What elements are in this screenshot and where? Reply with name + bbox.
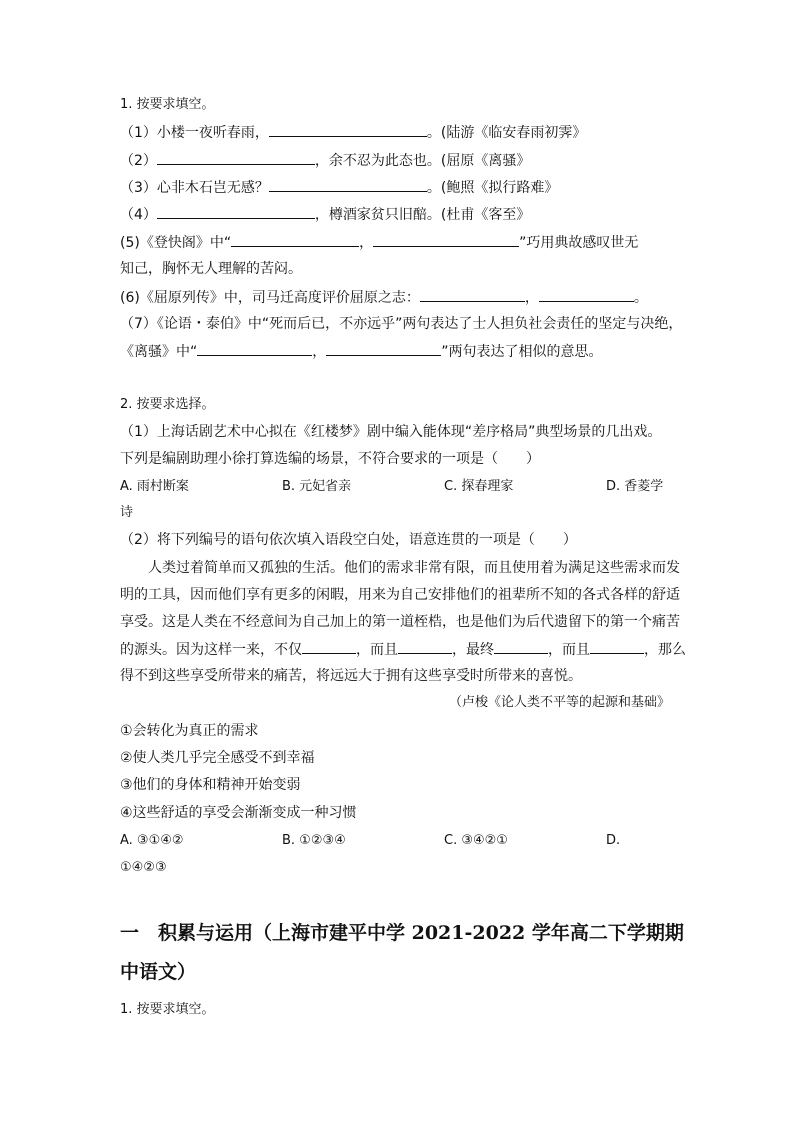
- passage-source: （卢梭《论人类不平等的起源和基础》: [448, 695, 670, 710]
- passage-line-4: [120, 639, 686, 660]
- q1-item-2-suffix: ，余不忍为此态也。(屈原《离骚》: [314, 153, 531, 169]
- q2-option-a[interactable]: A. 雨村断案: [120, 479, 189, 494]
- passage-blank-3[interactable]: [494, 639, 548, 654]
- q2-part1-line1: （1）上海话剧艺术中心拟在《红楼梦》剧中编入能体现“差序格局”典型场景的几出戏。: [120, 424, 662, 440]
- q1-item-4-prefix: （4）: [120, 207, 157, 223]
- q1-item-5-cont: 知己，胸怀无人理解的苦闷。: [120, 261, 302, 277]
- q1-item-6-suffix: 。: [633, 290, 648, 306]
- passage-line-3: 享受。这是人类在不经意间为自己加上的第一道桎梏，也是他们为后代遗留下的第一个痛苦: [120, 614, 680, 630]
- section-heading-line-1: 一 积累与运用（上海市建平中学 2021-2022 学年高二下学期期: [120, 922, 684, 944]
- passage-line-4-c: ，最终: [452, 642, 494, 658]
- q1-blank-5b[interactable]: [373, 232, 519, 247]
- q1-blank-6a[interactable]: [420, 287, 525, 302]
- q1-title: 1. 按要求填空。: [120, 97, 215, 112]
- q1-item-3: [120, 177, 680, 198]
- q1-blank-7b[interactable]: [326, 341, 441, 356]
- q2-part2: （2）将下列编号的语句依次填入语段空白处，语意连贯的一项是（ ）: [120, 532, 577, 548]
- q2-option-b[interactable]: B. 元妃省亲: [282, 479, 352, 494]
- passage-line-4-d: ，而且: [548, 642, 590, 658]
- q2-part1-line2: 下列是编剧助理小徐打算选编的场景，不符合要求的一项是（ ）: [120, 451, 540, 467]
- q1-blank-3[interactable]: [269, 177, 427, 192]
- q1-item-1-prefix: （1）小楼一夜听春雨，: [120, 125, 269, 141]
- q1-item-6-prefix: (6)《屈原列传》中，司马迁高度评价屈原之志：: [120, 290, 420, 306]
- passage-blank-4[interactable]: [590, 639, 644, 654]
- q1-item-3-prefix: （3）心非木石岂无感？: [120, 180, 269, 196]
- q2-title: 2. 按要求选择。: [120, 397, 215, 412]
- q2-choice-b[interactable]: B. ①②③④: [282, 833, 346, 848]
- q2-choice-a[interactable]: A. ③①④②: [120, 833, 184, 848]
- q1-item-4-suffix: ，樽酒家贫只旧醅。(杜甫《客至》: [314, 207, 531, 223]
- q1-item-7-comma: ，: [312, 344, 327, 360]
- q1-blank-1[interactable]: [269, 122, 427, 137]
- passage-line-4-e: ，那么: [644, 642, 686, 658]
- q1-item-2: [120, 150, 680, 171]
- passage-line-2: 明的工具，因而他们享有更多的闲暇，用来为自己安排他们的祖辈所不知的各式各样的舒适: [120, 587, 680, 603]
- passage-line-5: 得不到这些享受所带来的痛苦，将远远大于拥有这些享受时所带来的喜悦。: [120, 668, 582, 684]
- q2-choice-c[interactable]: C. ③④②①: [444, 833, 508, 848]
- q1-item-6-comma: ，: [524, 290, 539, 306]
- sentence-1: ①会转化为真正的需求: [120, 723, 259, 739]
- q2-choice-d-cont: ①④②③: [120, 860, 167, 875]
- q1-item-3-suffix: 。(鲍照《拟行路难》: [426, 180, 559, 196]
- passage-blank-2[interactable]: [398, 639, 452, 654]
- q2-choice-d[interactable]: D.: [606, 833, 621, 848]
- sentence-2: ②使人类几乎完全感受不到幸福: [120, 750, 315, 766]
- q1-item-5-prefix: (5)《登快阁》中“: [120, 235, 232, 251]
- passage-line-1: 人类过着简单而又孤独的生活。他们的需求非常有限，而且使用着为满足这些需求而发: [148, 560, 680, 576]
- q1-item-5-suffix: ”巧用典故感叹世无: [519, 235, 639, 251]
- sentence-3: ③他们的身体和精神开始变弱: [120, 777, 301, 793]
- q1-blank-7a[interactable]: [197, 341, 312, 356]
- q2-option-d-cont: 诗: [120, 505, 134, 520]
- sentence-4: ④这些舒适的享受会渐渐变成一种习惯: [120, 805, 357, 821]
- q1-item-1: [120, 122, 680, 143]
- section-q1-title: 1. 按要求填空。: [120, 1002, 215, 1017]
- q1-blank-2[interactable]: [157, 150, 315, 165]
- q1-blank-5a[interactable]: [231, 232, 359, 247]
- q1-item-1-suffix: 。(陆游《临安春雨初霁》: [426, 125, 587, 141]
- q2-option-c[interactable]: C. 探春理家: [444, 479, 514, 494]
- q1-item-4: [120, 204, 680, 225]
- q1-blank-4[interactable]: [157, 204, 315, 219]
- q1-item-6: [120, 287, 680, 308]
- q1-item-7-cont: [120, 341, 680, 362]
- passage-line-4-b: ，而且: [356, 642, 398, 658]
- q1-item-7-prefix: 《离骚》中“: [120, 344, 198, 360]
- q1-item-7-suffix: ”两句表达了相似的意思。: [441, 344, 603, 360]
- q1-item-5: [120, 232, 680, 253]
- passage-blank-1[interactable]: [302, 639, 356, 654]
- q1-item-7: （7）《论语・泰伯》中“死而后已，不亦远乎”两句表达了士人担负社会责任的坚定与决绝，: [120, 316, 683, 332]
- passage-line-4-a: 的源头。因为这样一来，不仅: [120, 642, 302, 658]
- q1-item-2-prefix: （2）: [120, 153, 157, 169]
- q1-blank-6b[interactable]: [539, 287, 634, 302]
- q1-item-5-comma: ，: [359, 235, 374, 251]
- q2-option-d[interactable]: D. 香菱学: [606, 479, 664, 494]
- section-heading-line-2: 中语文）: [120, 961, 197, 983]
